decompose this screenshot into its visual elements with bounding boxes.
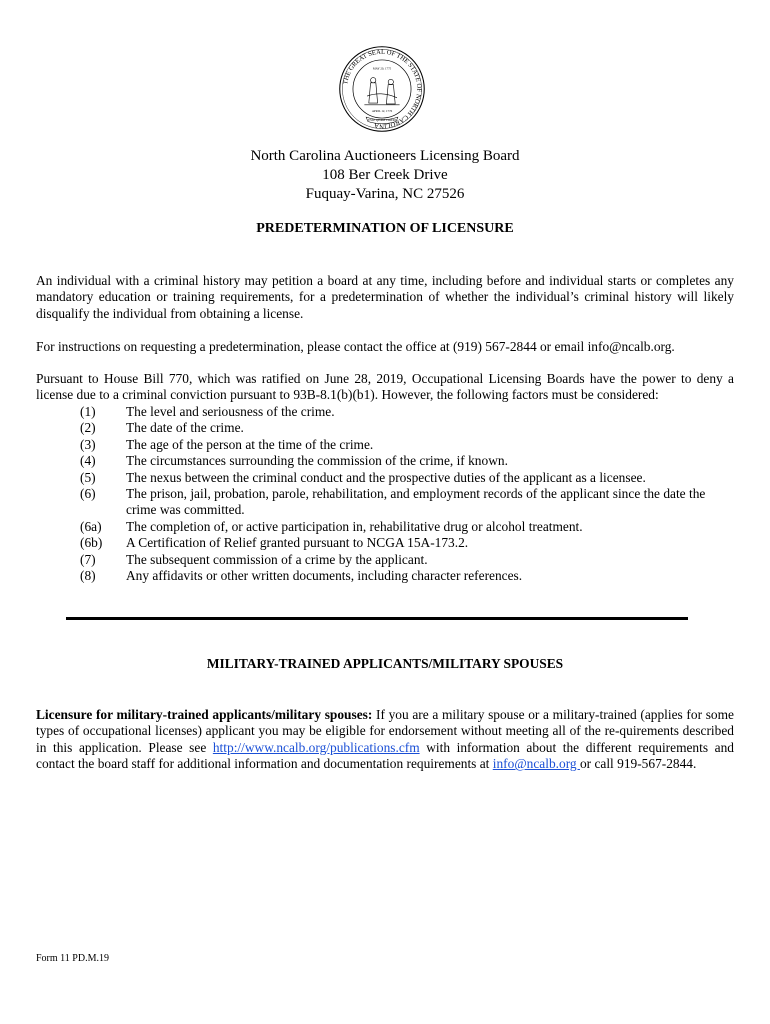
factor-text: The prison, jail, probation, parole, rehabilitation, and employment records of the applicant since the date the crime was committed. xyxy=(126,486,706,518)
section-divider xyxy=(66,617,688,620)
factor-text: The completion of, or active participation in, rehabilitative drug or alcohol treatment. xyxy=(126,518,583,534)
factor-number: (6b) xyxy=(80,535,103,551)
list-item xyxy=(36,535,734,551)
military-text-1: If you are a military spouse or a military-trained (applies for some types of occupational licenses) applicant you may be eligible for endorsement without meeting all of the re-quirements described in this application. Please see xyxy=(36,707,734,755)
factor-text: The age of the person at the time of the crime. xyxy=(126,436,374,452)
factor-number: (4) xyxy=(80,453,96,469)
list-item xyxy=(36,437,734,453)
seal-motto: ESSE QUAM VIDERI xyxy=(368,118,396,123)
list-item xyxy=(36,519,734,535)
military-text-3: or call 919-567-2844. xyxy=(579,756,697,772)
factor-number: (5) xyxy=(80,469,96,485)
page-title: PREDETERMINATION OF LICENSURE xyxy=(256,221,514,236)
board-name: North Carolina Auctioneers Licensing Board xyxy=(250,148,520,164)
seal-date-bottom: APRIL 12, 1776 xyxy=(371,108,393,113)
factor-text: The date of the crime. xyxy=(126,420,244,436)
board-address-street: 108 Ber Creek Drive xyxy=(322,167,448,183)
factor-number: (8) xyxy=(80,568,96,584)
factor-text: A Certification of Relief granted pursuant to NCGA 15A-173.2. xyxy=(126,535,469,551)
list-item xyxy=(36,404,734,420)
list-item xyxy=(36,420,734,436)
seal-outer-text: THE GREAT SEAL OF THE STATE OF NORTH CAROLINA xyxy=(342,48,423,130)
factor-number: (3) xyxy=(80,436,96,452)
military-lead: Licensure for military-trained applicants/military spouses: xyxy=(36,707,373,722)
intro-paragraph: An individual with a criminal history may petition a board at any time, including before and individual starts or completes any mandatory education or training requirements, for a predetermination of whether the individual’s criminal history will likely disqualify the individual from obtaining a license. xyxy=(36,273,734,321)
factor-number: (6a) xyxy=(80,518,102,534)
factor-number: (7) xyxy=(80,551,96,567)
factor-text: The nexus between the criminal conduct and the prospective duties of the applicant as a licensee. xyxy=(126,469,646,485)
list-item xyxy=(36,486,734,519)
factor-text: The level and seriousness of the crime. xyxy=(126,404,335,419)
publications-link[interactable]: http://www.ncalb.org/publications.cfm xyxy=(212,739,420,755)
list-item xyxy=(36,470,734,486)
military-paragraph xyxy=(36,707,734,773)
factor-text: The circumstances surrounding the commission of the crime, if known. xyxy=(126,453,508,469)
factors-list xyxy=(36,404,734,584)
contact-paragraph: For instructions on requesting a predetermination, please contact the office at (919) 567-2844 or email info@ncalb.org. xyxy=(36,339,675,354)
factor-number: (6) xyxy=(80,486,96,502)
factor-number: (1) xyxy=(80,404,96,419)
board-address-city: Fuquay-Varina, NC 27526 xyxy=(305,186,465,202)
military-text-2: with information about the different requirements and contact the board staff for additional information and documentation requirements at xyxy=(36,739,734,772)
email-link[interactable]: info@ncalb.org xyxy=(492,756,580,772)
factor-number: (2) xyxy=(80,420,96,436)
form-number: Form 11 PD.M.19 xyxy=(36,953,109,964)
list-item xyxy=(36,552,734,568)
factor-text: Any affidavits or other written documents, including character references. xyxy=(126,568,523,584)
house-bill-paragraph: Pursuant to House Bill 770, which was ratified on June 28, 2019, Occupational Licensing Boards have the power to deny a license due to a criminal conviction pursuant to 93B-8.1(b)(b1). However, the following factors must be considered: xyxy=(36,371,734,403)
list-item xyxy=(36,568,734,584)
list-item xyxy=(36,453,734,469)
seal-date-top: MAY 20, 1775 xyxy=(372,66,392,71)
military-section-title: MILITARY-TRAINED APPLICANTS/MILITARY SPOUSES xyxy=(206,656,564,671)
state-seal-icon xyxy=(338,45,426,133)
factor-text: The subsequent commission of a crime by the applicant. xyxy=(126,551,428,567)
